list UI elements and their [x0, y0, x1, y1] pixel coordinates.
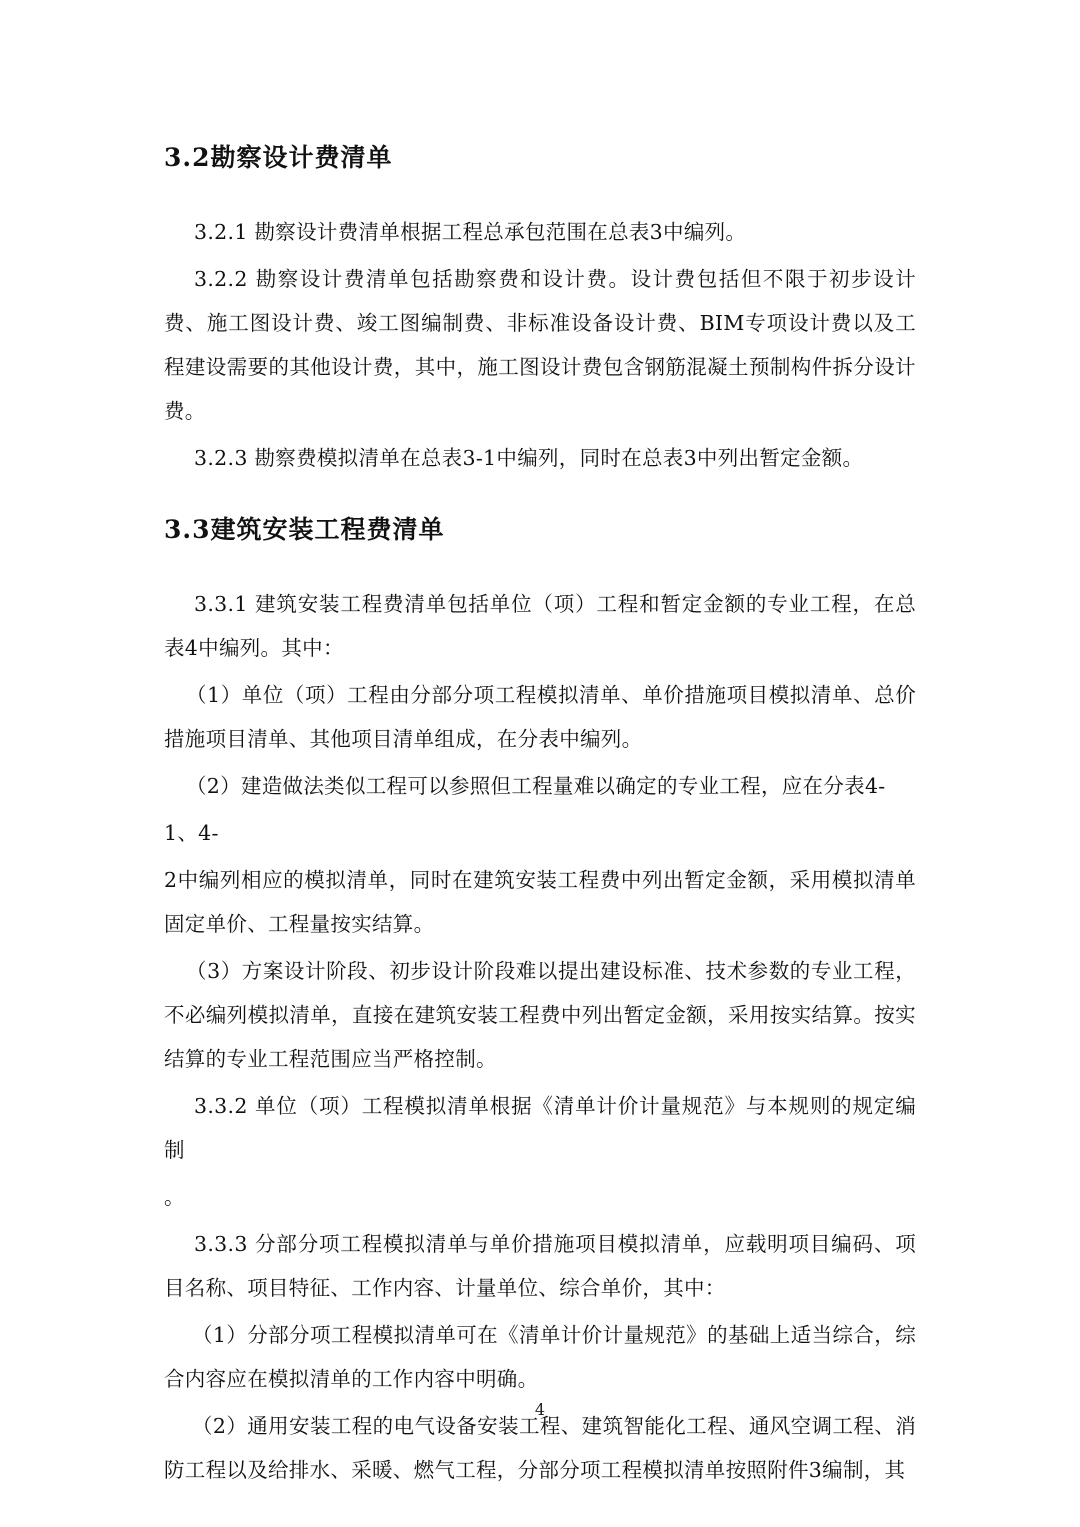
paragraph-3-3-1-item-2-line-1: （2）建造做法类似工程可以参照但工程量难以确定的专业工程，应在分表4- [186, 774, 886, 798]
paragraph-3-3-3: 3.3.3 分部分项工程模拟清单与单价措施项目模拟清单，应载明项目编码、项目名称、项目特征、工作内容、计量单位、综合单价，其中： [164, 1232, 916, 1300]
paragraph-3-3-3-item-2: （2）通用安装工程的电气设备安装工程、建筑智能化工程、通风空调工程、消防工程以及给排水、采暖、燃气工程，分部分项工程模拟清单按照附件3编制，其 [164, 1414, 916, 1482]
paragraph-3-3-1: 3.3.1 建筑安装工程费清单包括单位（项）工程和暂定金额的专业工程，在总表4中编列。其中： [164, 592, 916, 660]
section-heading-3-3: 3.3建筑安装工程费清单 [164, 515, 445, 544]
page-number: 4 [534, 1400, 546, 1419]
paragraph-3-3-1-item-2-line-2: 1、4- [164, 821, 219, 845]
paragraph-3-3-1-item-1: （1）单位（项）工程由分部分项工程模拟清单、单价措施项目模拟清单、总价措施项目清单、其他项目清单组成，在分表中编列。 [164, 683, 916, 751]
paragraph-3-2-3: 3.2.3 勘察费模拟清单在总表3-1中编列，同时在总表3中列出暂定金额。 [194, 446, 864, 470]
paragraph-3-3-2-end: 。 [164, 1185, 185, 1209]
paragraph-3-3-1-item-3: （3）方案设计阶段、初步设计阶段难以提出建设标准、技术参数的专业工程，不必编列模拟清单，直接在建筑安装工程费中列出暂定金额，采用按实结算。按实结算的专业工程范围应当严格控制。 [164, 959, 916, 1071]
paragraph-3-3-3-item-1: （1）分部分项工程模拟清单可在《清单计价计量规范》的基础上适当综合，综合内容应在模拟清单的工作内容中明确。 [164, 1323, 916, 1391]
page-content [164, 136, 916, 1495]
paragraph-3-2-1: 3.2.1 勘察设计费清单根据工程总承包范围在总表3中编列。 [194, 220, 747, 244]
section-heading-3-2: 3.2勘察设计费清单 [164, 143, 393, 172]
paragraph-3-2-2: 3.2.2 勘察设计费清单包括勘察费和设计费。设计费包括但不限于初步设计费、施工图设计费、竣工图编制费、非标准设备设计费、BIM专项设计费以及工程建设需要的其他设计费，其中，施工图设计费包含钢筋混凝土预制构件拆分设计费。 [164, 267, 916, 423]
paragraph-3-3-2: 3.3.2 单位（项）工程模拟清单根据《清单计价计量规范》与本规则的规定编制 [164, 1094, 916, 1162]
paragraph-3-3-1-item-2-line-3: 2中编列相应的模拟清单，同时在建筑安装工程费中列出暂定金额，采用模拟清单固定单价、工程量按实结算。 [164, 868, 916, 936]
